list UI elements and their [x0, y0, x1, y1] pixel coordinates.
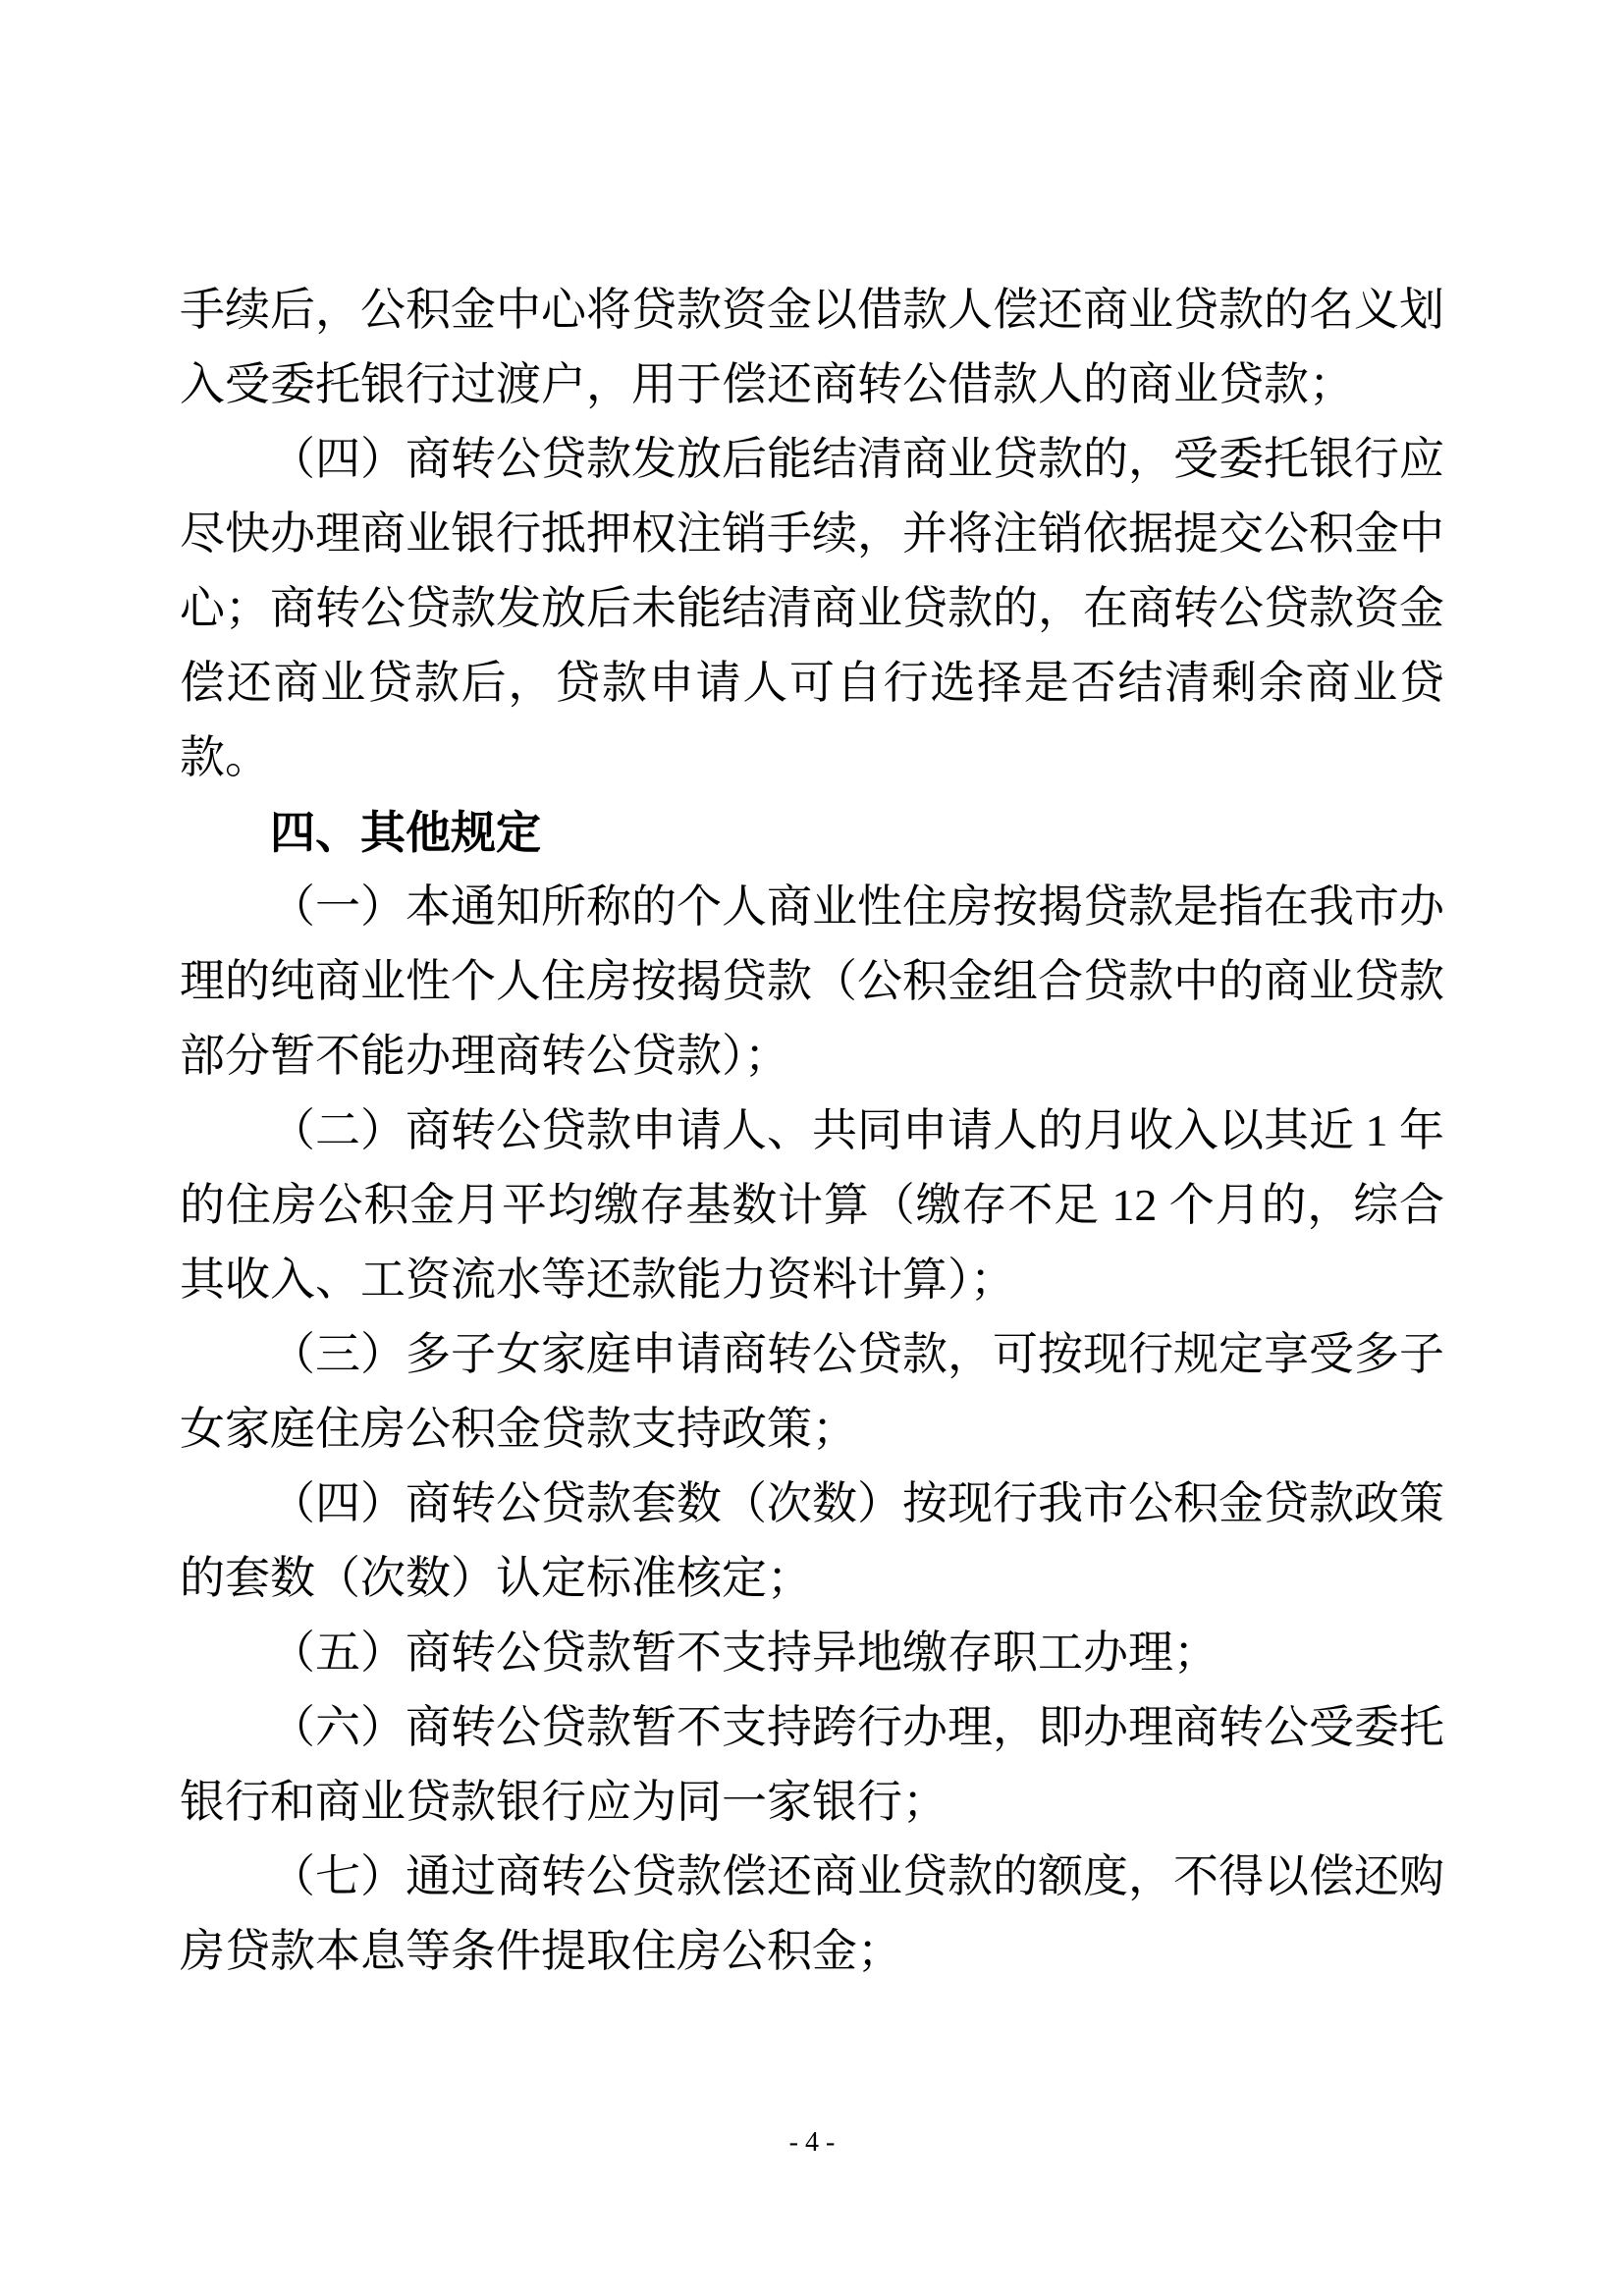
page-footer: [0, 2123, 1624, 2163]
paragraph-item-2: （二）商转公贷款申请人、共同申请人的月收入以其近 1 年的住房公积金月平均缴存基数计算（缴存不足 12 个月的，综合其收入、工资流水等还款能力资料计算）；: [180, 1105, 1444, 1305]
paragraph-item-1: （一）本通知所称的个人商业性住房按揭贷款是指在我市办理的纯商业性个人住房按揭贷款（公积金组合贷款中的商业贷款部分暂不能办理商转公贷款）；: [180, 881, 1444, 1081]
paragraph-item-4: （四）商转公贷款套数（次数）按现行我市公积金贷款政策的套数（次数）认定标准核定；: [180, 1478, 1444, 1603]
paragraph-item-7: （七）通过商转公贷款偿还商业贷款的额度，不得以偿还购房贷款本息等条件提取住房公积金；: [180, 1851, 1444, 1976]
paragraph-item-4-prev-section: （四）商转公贷款发放后能结清商业贷款的，受委托银行应尽快办理商业银行抵押权注销手续，并将注销依据提交公积金中心；商转公贷款发放后未能结清商业贷款的，在商转公贷款资金偿还商业贷款后，贷款申请人可自行选择是否结清剩余商业贷款。: [180, 434, 1444, 782]
section-heading: 四、其他规定: [270, 807, 541, 858]
document-body: [180, 273, 1444, 1989]
paragraph-item-6: （六）商转公贷款暂不支持跨行办理，即办理商转公受委托银行和商业贷款银行应为同一家银行；: [180, 1702, 1444, 1827]
paragraph-continuation: 手续后，公积金中心将贷款资金以借款人偿还商业贷款的名义划入受委托银行过渡户，用于偿还商转公借款人的商业贷款；: [180, 285, 1444, 409]
paragraph-item-5: （五）商转公贷款暂不支持异地缴存职工办理；: [270, 1628, 1218, 1678]
page-number: - 4 -: [788, 2127, 836, 2158]
paragraph-item-3: （三）多子女家庭申请商转公贷款，可按现行规定享受多子女家庭住房公积金贷款支持政策；: [180, 1329, 1444, 1454]
